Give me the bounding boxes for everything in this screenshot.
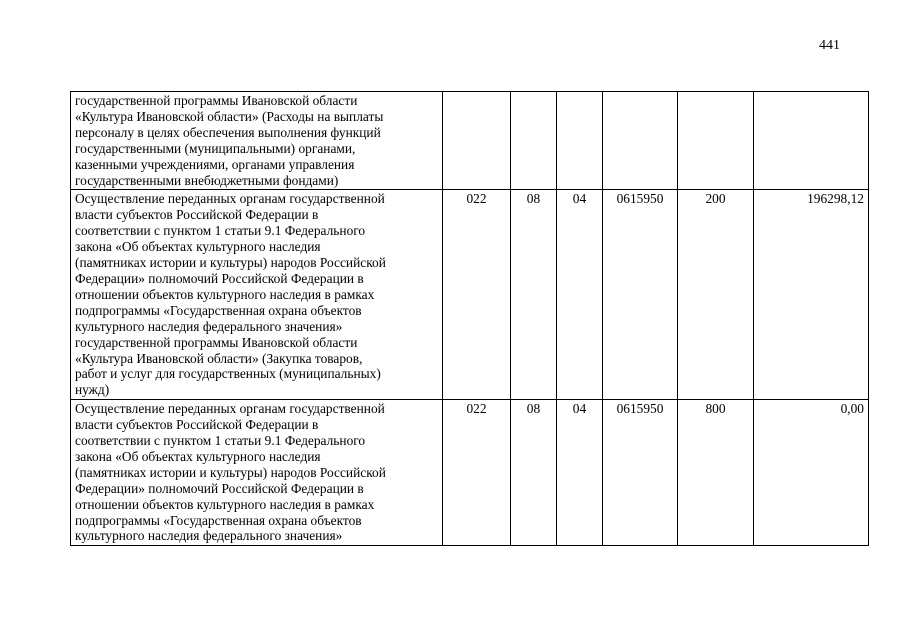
target-article-cell: [603, 92, 678, 190]
table-row: [71, 190, 869, 400]
description-cell: [71, 190, 443, 400]
expense-type-cell: 200: [678, 190, 754, 400]
description-line: подпрограммы «Государственная охрана объектов: [75, 512, 362, 528]
description-line: Федерации» полномочий Российской Федерации в: [75, 270, 364, 286]
subsection-code-cell: 04: [557, 400, 603, 546]
description-line: подпрограммы «Государственная охрана объектов: [75, 302, 362, 318]
amount-cell: 0,00: [754, 400, 869, 546]
amount-cell: [754, 92, 869, 190]
description-line: казенными учреждениями, органами управления: [75, 156, 355, 172]
description-line: государственной программы Ивановской области: [75, 334, 358, 350]
description-line: власти субъектов Российской Федерации в: [75, 207, 319, 223]
section-code-cell: 08: [511, 400, 557, 546]
description-line: закона «Об объектах культурного наследия: [75, 448, 321, 464]
subsection-code-cell: 04: [557, 190, 603, 400]
description-line: (памятниках истории и культуры) народов Российской: [75, 464, 386, 480]
budget-table: [70, 91, 869, 546]
description-line: «Культура Ивановской области» (Закупка товаров,: [75, 350, 363, 366]
page-number: 441: [819, 38, 840, 53]
target-article-cell: 0615950: [603, 400, 678, 546]
ministry-code-cell: [443, 92, 511, 190]
amount-cell: 196298,12: [754, 190, 869, 400]
table-row: [71, 400, 869, 546]
subsection-code-cell: [557, 92, 603, 190]
description-line: отношении объектов культурного наследия в рамках: [75, 496, 375, 512]
section-code-cell: 08: [511, 190, 557, 400]
description-line: «Культура Ивановской области» (Расходы на выплаты: [75, 108, 384, 124]
ministry-code-cell: 022: [443, 400, 511, 546]
description-line: Федерации» полномочий Российской Федерации в: [75, 480, 364, 496]
description-line: государственной программы Ивановской области: [75, 93, 358, 108]
table-row: [71, 92, 869, 190]
description-line: власти субъектов Российской Федерации в: [75, 417, 319, 433]
section-code-cell: [511, 92, 557, 190]
description-line: государственными внебюджетными фондами): [75, 172, 339, 188]
description-line: Осуществление переданных органам государственной: [75, 401, 385, 417]
description-cell: [71, 92, 443, 190]
description-line: соответствии с пунктом 1 статьи 9.1 Федерального: [75, 223, 366, 239]
description-line: (памятниках истории и культуры) народов Российской: [75, 255, 386, 271]
target-article-cell: 0615950: [603, 190, 678, 400]
description-line: культурного наследия федерального значения»: [75, 318, 343, 334]
description-line: государственными (муниципальными) органами,: [75, 140, 356, 156]
description-line: культурного наследия федерального значения»: [75, 528, 343, 544]
description-line: Осуществление переданных органам государственной: [75, 191, 385, 207]
description-line: персоналу в целях обеспечения выполнения функций: [75, 124, 381, 140]
expense-type-cell: 800: [678, 400, 754, 546]
description-line: работ и услуг для государственных (муниципальных): [75, 366, 381, 382]
ministry-code-cell: 022: [443, 190, 511, 400]
description-line: соответствии с пунктом 1 статьи 9.1 Федерального: [75, 433, 366, 449]
description-line: отношении объектов культурного наследия в рамках: [75, 286, 375, 302]
description-line: закона «Об объектах культурного наследия: [75, 239, 321, 255]
description-line: нужд): [75, 382, 110, 398]
expense-type-cell: [678, 92, 754, 190]
description-cell: [71, 400, 443, 546]
